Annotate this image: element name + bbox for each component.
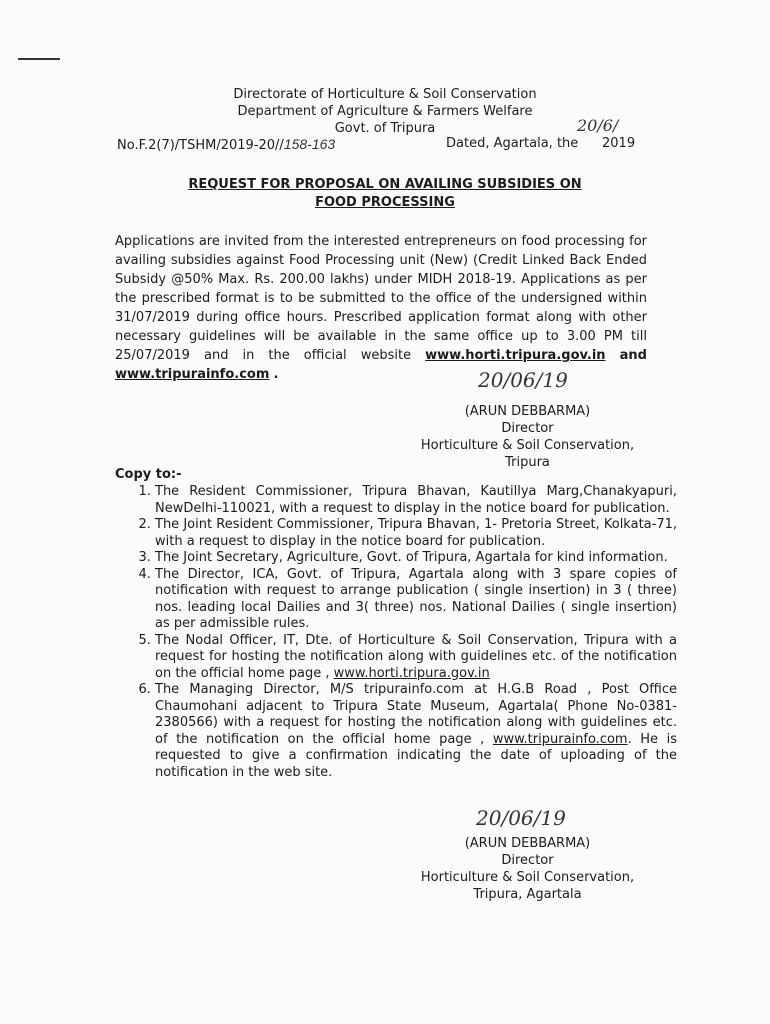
- copy-item-text: The Joint Resident Commissioner, Tripura Bhavan, 1- Pretoria Street, Kolkata-71, with a request to display in the notice board for publication.: [155, 517, 677, 549]
- website-link-tripurainfo[interactable]: www.tripurainfo.com: [115, 367, 270, 382]
- copy-to-heading: Copy to:-: [115, 467, 182, 482]
- copy-to-list: [125, 484, 677, 781]
- signatory-designation: Director: [501, 853, 554, 868]
- copy-item-text: The Nodal Officer, IT, Dte. of Horticulture & Soil Conservation, Tripura with a request for hosting the notification along with guidelines etc. of the notification on the official home page ,: [155, 632, 677, 681]
- signatory-office: Horticulture & Soil Conservation,: [420, 870, 635, 885]
- signature-block-2: [420, 835, 635, 903]
- body-paragraph: [115, 232, 647, 384]
- copy-item: [155, 682, 677, 781]
- title-line-1: REQUEST FOR PROPOSAL ON AVAILING SUBSIDIES ON: [188, 177, 582, 192]
- letterhead-line-3: Govt. of Tripura: [334, 121, 436, 136]
- signatory-office: Horticulture & Soil Conservation,: [420, 438, 635, 453]
- signatory-designation: Director: [501, 421, 554, 436]
- date-year: 2019: [602, 136, 636, 151]
- reference-number-text: No.F.2(7)/TSHM/2019-20//: [117, 138, 284, 153]
- signatory-name: (ARUN DEBBARMA): [464, 404, 591, 419]
- website-link-horti[interactable]: www.horti.tripura.gov.in: [425, 348, 606, 363]
- copy-item: [155, 633, 677, 683]
- copy-item: [155, 550, 677, 567]
- copy-item: [155, 517, 677, 550]
- letterhead-line-2: Department of Agriculture & Farmers Welfare: [237, 104, 533, 119]
- body-end: .: [273, 367, 279, 382]
- body-text: Applications are invited from the interested entrepreneurs on food processing for availing subsidies against Food Processing unit (New) (Credit Linked Back Ended Subsidy @50% Max. Rs. 200.00 lakhs) under MIDH 2018-19. Applications as per the prescribed format is to be submitted to the office of the undersigned within 31/07/2019 during office hours. Prescribed application format along with other necessary guidelines will be available in the same office up to 3.00 PM till 25/07/2019 and in the official website: [115, 234, 647, 363]
- copy-item-text: The Director, ICA, Govt. of Tripura, Agartala along with 3 spare copies of notification with request to arrange publication ( single insertion) in 3 ( three) nos. leading local Dailies and 3( three) nos. National Dailies ( single insertion) as per admissible rules.: [155, 566, 677, 631]
- copy-item: [155, 567, 677, 633]
- signatory-place: Tripura, Agartala: [473, 887, 582, 902]
- copy-item-link-tripurainfo[interactable]: www.tripurainfo.com: [492, 731, 628, 747]
- handwritten-signature-1: 20/06/19: [478, 368, 568, 392]
- copy-item: [155, 484, 677, 517]
- signature-block-1: [420, 403, 635, 471]
- copy-item-text: The Joint Secretary, Agriculture, Govt. of Tripura, Agartala for kind information.: [155, 550, 668, 565]
- letterhead-line-1: Directorate of Horticulture & Soil Conservation: [233, 87, 537, 102]
- signatory-name: (ARUN DEBBARMA): [464, 836, 591, 851]
- reference-number: [117, 136, 335, 153]
- dated-label: Dated, Agartala, the: [446, 136, 579, 151]
- handwritten-signature-2: 20/06/19: [476, 806, 566, 830]
- document-title: [0, 176, 770, 212]
- copy-item-text: The Resident Commissioner, Tripura Bhavan, Kautillya Marg,Chanakyapuri, NewDelhi-110021, with a request to display in the notice board for publication.: [155, 484, 677, 516]
- handwritten-reference: 158-163: [283, 136, 336, 152]
- letterhead: [0, 86, 770, 137]
- signatory-place: Tripura: [505, 455, 550, 470]
- copy-item-tail: . He is requested to give a confirmation indicating the date of uploading of the notification in the web site.: [155, 731, 677, 780]
- scan-mark: [18, 58, 60, 60]
- copy-item-text: The Managing Director, M/S tripurainfo.com at H.G.B Road , Post Office Chaumohani adjacent to Tripura State Museum, Agartala( Phone No-0381-2380566) with a request for hosting the notification along with guidelines etc. of the notification on the official home page ,: [155, 682, 677, 747]
- copy-item-link-horti[interactable]: www.horti.tripura.gov.in: [333, 665, 490, 681]
- body-and: and: [619, 348, 647, 363]
- handwritten-date: 20/6/: [577, 116, 619, 135]
- title-line-2: FOOD PROCESSING: [315, 195, 455, 210]
